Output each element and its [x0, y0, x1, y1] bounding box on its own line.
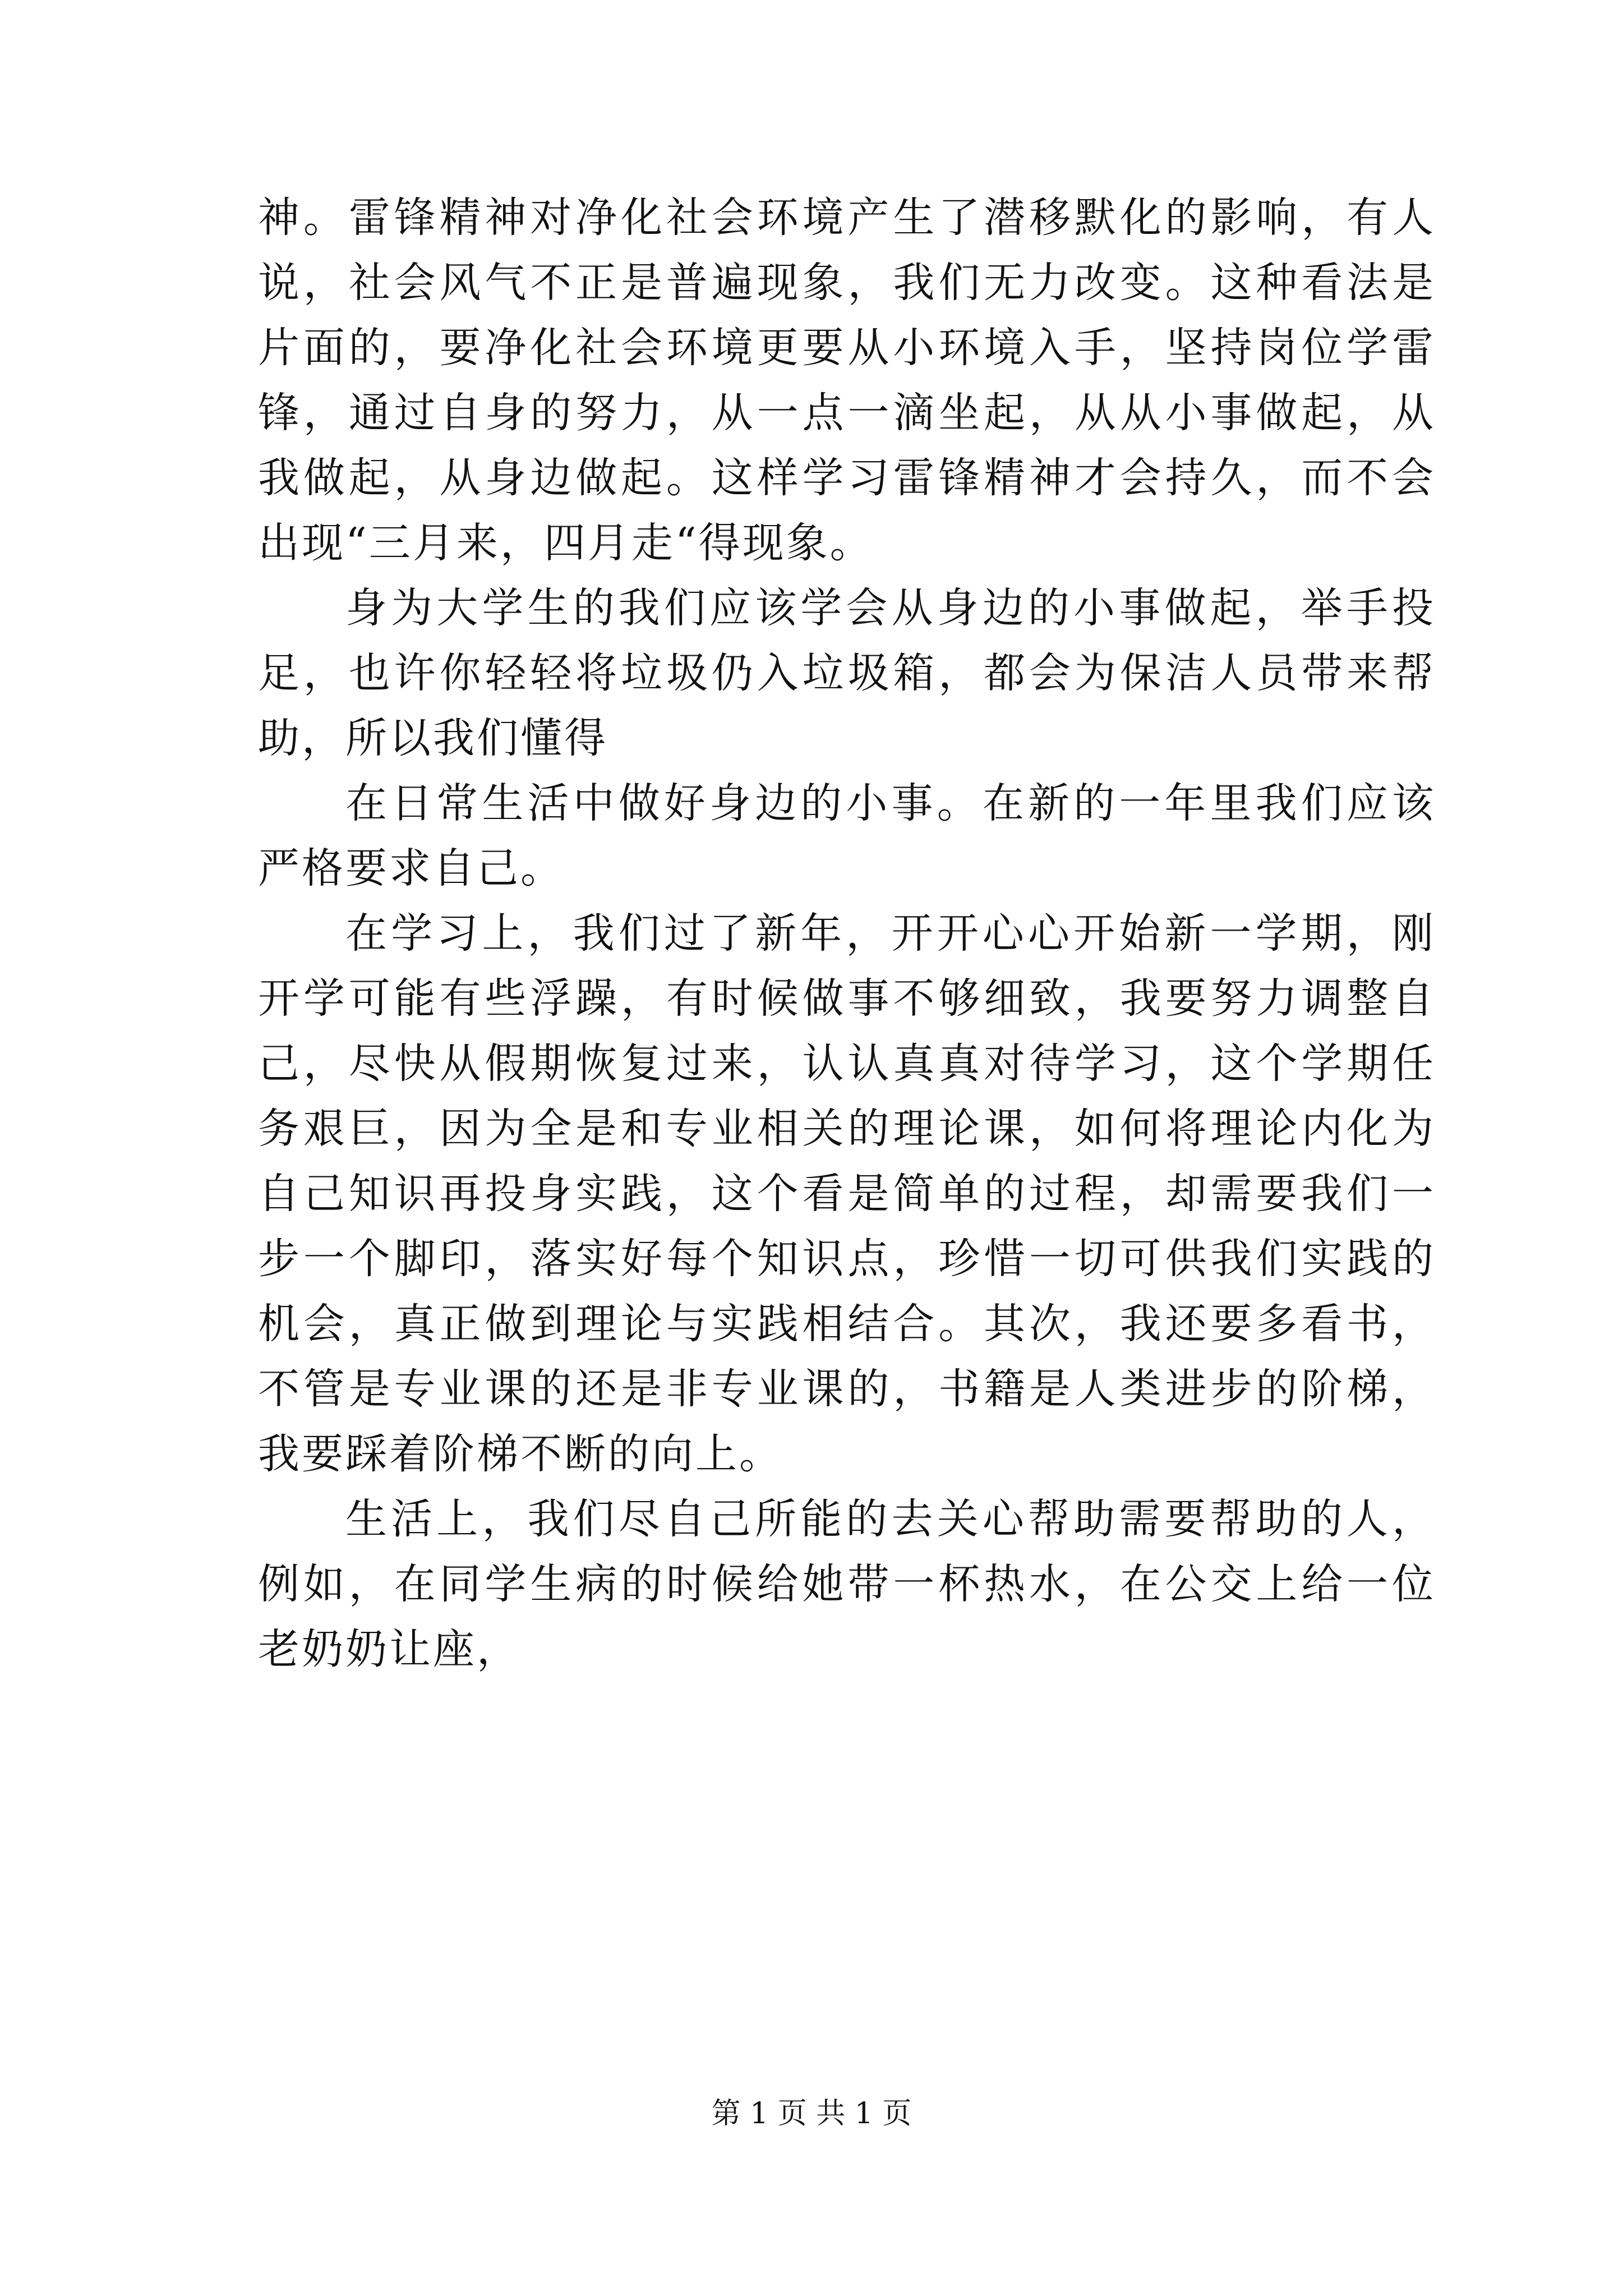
paragraph-3: 在日常生活中做好身边的小事。在新的一年里我们应该严格要求自己。 — [258, 779, 1436, 892]
paragraph-5: 生活上，我们尽自己所能的去关心帮助需要帮助的人，例如，在同学生病的时候给她带一杯热水，在公交上给一位老奶奶让座， — [258, 1495, 1436, 1673]
paragraph-4: 在学习上，我们过了新年，开开心心开始新一学期，刚开学可能有些浮躁，有时候做事不够细致，我要努力调整自己，尽快从假期恢复过来，认认真真对待学习，这个学期任务艰巨，因为全是和专业相关的理论课，如何将理论内化为自己知识再投身实践，这个看是简单的过程，却需要我们一步一个脚印，落实好每个知识点，珍惜一切可供我们实践的机会，真正做到理论与实践相结合。其次，我还要多看书，不管是专业课的还是非专业课的，书籍是人类进步的阶梯，我要踩着阶梯不断的向上。 — [258, 909, 1436, 1478]
document-body — [258, 185, 1436, 1682]
paragraph-2: 身为大学生的我们应该学会从身边的小事做起，举手投足，也许你轻轻将垃圾仍入垃圾箱，都会为保洁人员带来帮助，所以我们懂得 — [258, 584, 1436, 762]
page-number-footer: 第 1 页 共 1 页 — [711, 2097, 912, 2131]
paragraph-1: 神。雷锋精神对净化社会环境产生了潜移默化的影响，有人说，社会风气不正是普遍现象，我们无力改变。这种看法是片面的，要净化社会环境更要从小环境入手，坚持岗位学雷锋，通过自身的努力，从一点一滴坐起，从从小事做起，从我做起，从身边做起。这样学习雷锋精神才会持久，而不会出现“三月来，四月走“得现象。 — [258, 194, 1436, 567]
